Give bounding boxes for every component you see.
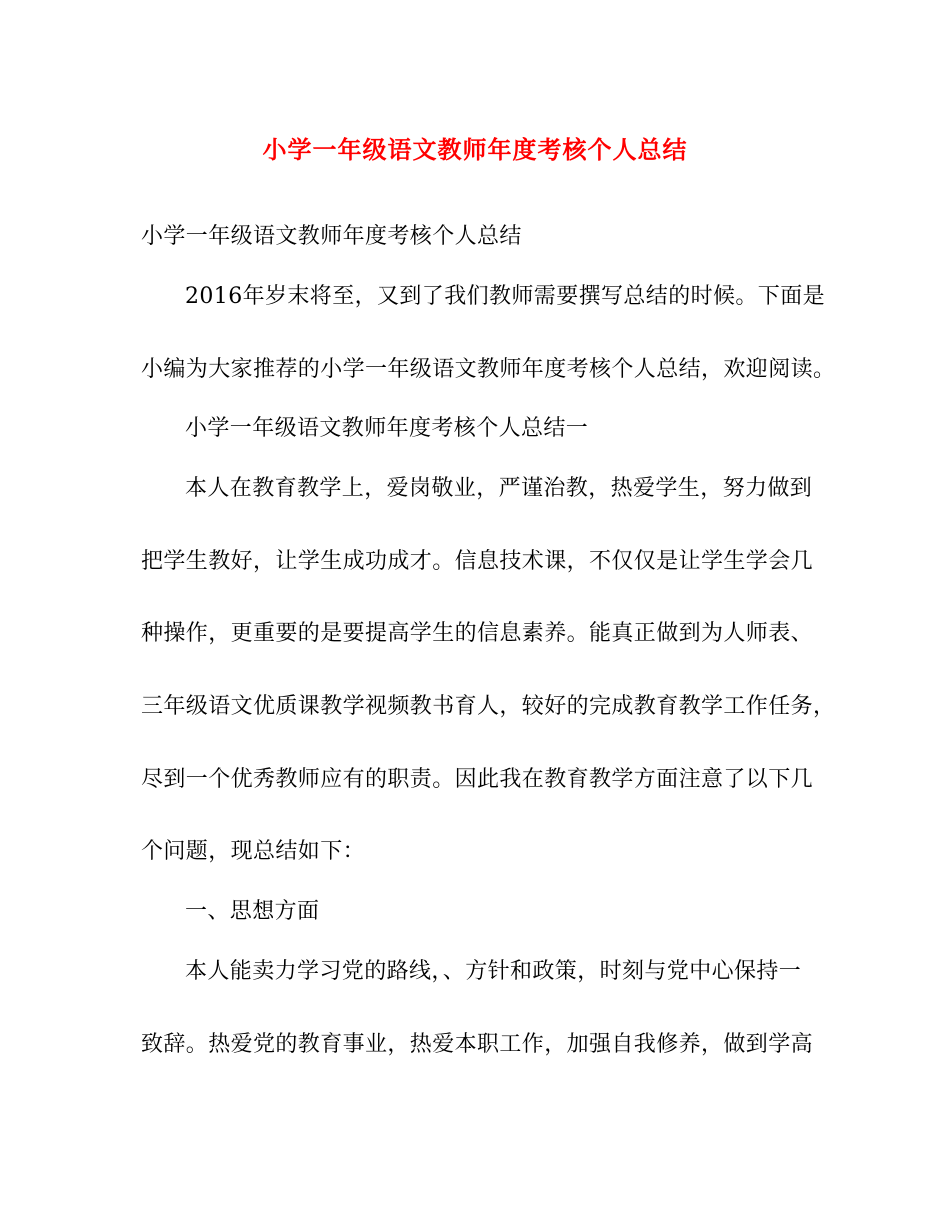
subtitle-line: 小学一年级语文教师年度考核个人总结: [141, 224, 522, 249]
document-title: 小学一年级语文教师年度考核个人总结: [262, 135, 688, 164]
paragraph-line: 本人能卖力学习党的路线，、方针和政策，时刻与党中心保持一: [185, 959, 802, 984]
section-heading: 一、思想方面: [185, 899, 320, 924]
paragraph-line: 2016年岁末将至，又到了我们教师需要撰写总结的时候。下面是: [185, 284, 825, 309]
paragraph-line: 个问题，现总结如下：: [141, 839, 366, 864]
paragraph-line: 致辞。热爱党的教育事业，热爱本职工作，加强自我修养，做到学高: [141, 1032, 814, 1057]
paragraph-line: 种操作，更重要的是要提高学生的信息素养。能真正做到为人师表、: [141, 621, 814, 646]
paragraph-line: 把学生教好，让学生成功成才。信息技术课，不仅仅是让学生学会几: [141, 549, 814, 574]
paragraph-line: 三年级语文优质课教学视频教书育人，较好的完成教育教学工作任务，: [141, 694, 836, 719]
paragraph-line: 本人在教育教学上，爱岗敬业，严谨治教，热爱学生，努力做到: [185, 476, 813, 501]
paragraph-line: 尽到一个优秀教师应有的职责。因此我在教育教学方面注意了以下几: [141, 767, 814, 792]
section-heading: 小学一年级语文教师年度考核个人总结一: [185, 416, 589, 441]
paragraph-line: 小编为大家推荐的小学一年级语文教师年度考核个人总结，欢迎阅读。: [141, 357, 836, 382]
